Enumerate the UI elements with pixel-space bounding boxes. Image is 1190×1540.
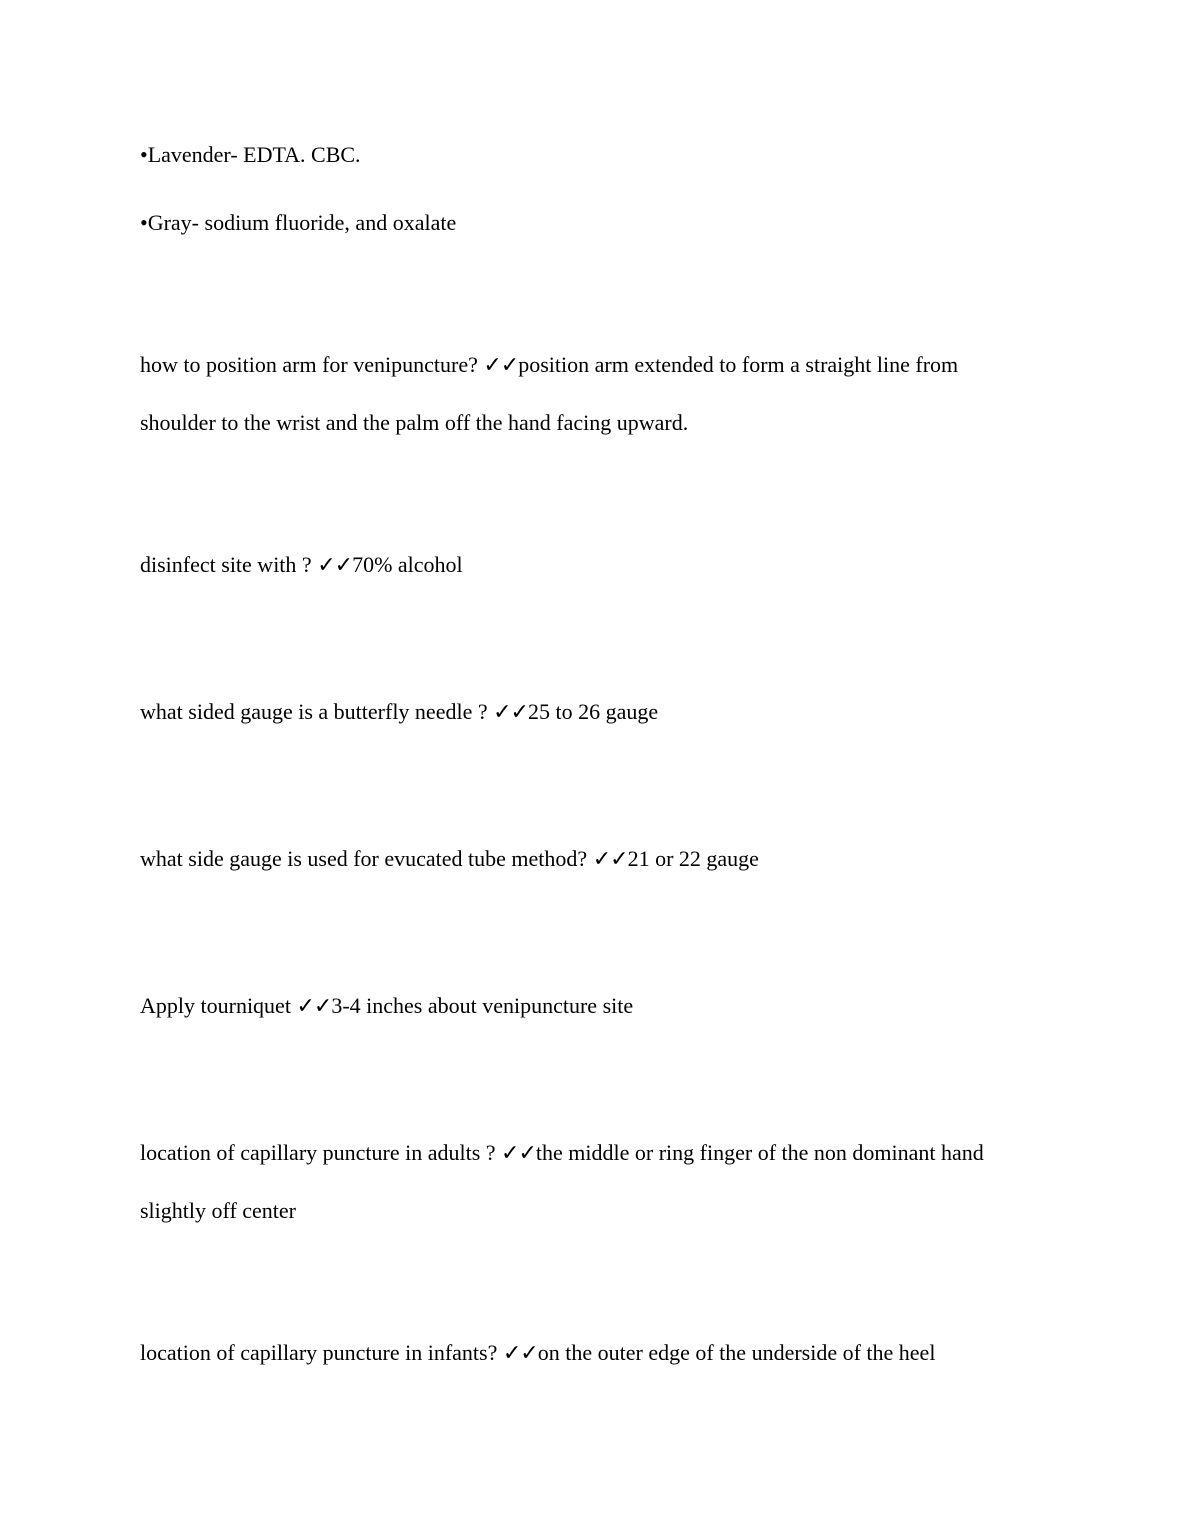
double-check-icon: ✓✓ bbox=[592, 847, 628, 872]
question-text: what sided gauge is a butterfly needle ? bbox=[140, 699, 494, 724]
answer-text: 3-4 inches about venipuncture site bbox=[331, 993, 634, 1018]
question-text: Apply tourniquet bbox=[140, 993, 297, 1018]
double-check-icon: ✓✓ bbox=[501, 1141, 536, 1166]
answer-text: 21 or 22 gauge bbox=[627, 846, 759, 871]
answer-text: 25 to 26 gauge bbox=[527, 699, 659, 724]
question-text: how to position arm for venipuncture? bbox=[140, 352, 484, 377]
qa-position-arm-continued: shoulder to the wrist and the palm off the hand facing upward. bbox=[140, 410, 689, 435]
answer-text: on the outer edge of the underside of the heel bbox=[537, 1340, 936, 1365]
qa-evacuated-tube bbox=[140, 846, 759, 873]
question-text: what side gauge is used for evucated tube method? bbox=[140, 846, 593, 871]
double-check-icon: ✓✓ bbox=[502, 1341, 538, 1366]
qa-capillary-adults-continued: slightly off center bbox=[140, 1198, 296, 1223]
answer-text: the middle or ring finger of the non dominant hand bbox=[535, 1140, 984, 1165]
double-check-icon: ✓✓ bbox=[493, 700, 528, 725]
double-check-icon: ✓✓ bbox=[483, 353, 519, 378]
qa-butterfly-needle bbox=[140, 699, 658, 726]
answer-text: position arm extended to form a straight line from bbox=[518, 352, 959, 377]
bullet-gray: •Gray- sodium fluoride, and oxalate bbox=[140, 210, 457, 235]
double-check-icon: ✓✓ bbox=[296, 994, 332, 1019]
double-check-icon: ✓✓ bbox=[317, 553, 353, 578]
qa-position-arm bbox=[140, 352, 958, 379]
question-text: location of capillary puncture in adults ? bbox=[140, 1140, 502, 1165]
bullet-lavender: •Lavender- EDTA. CBC. bbox=[140, 142, 361, 167]
question-text: disinfect site with ? bbox=[140, 552, 318, 577]
answer-text: 70% alcohol bbox=[352, 552, 463, 577]
qa-disinfect-site bbox=[140, 552, 463, 579]
qa-tourniquet bbox=[140, 993, 633, 1020]
question-text: location of capillary puncture in infants? bbox=[140, 1340, 503, 1365]
qa-capillary-infants bbox=[140, 1340, 935, 1367]
qa-capillary-adults bbox=[140, 1140, 984, 1167]
